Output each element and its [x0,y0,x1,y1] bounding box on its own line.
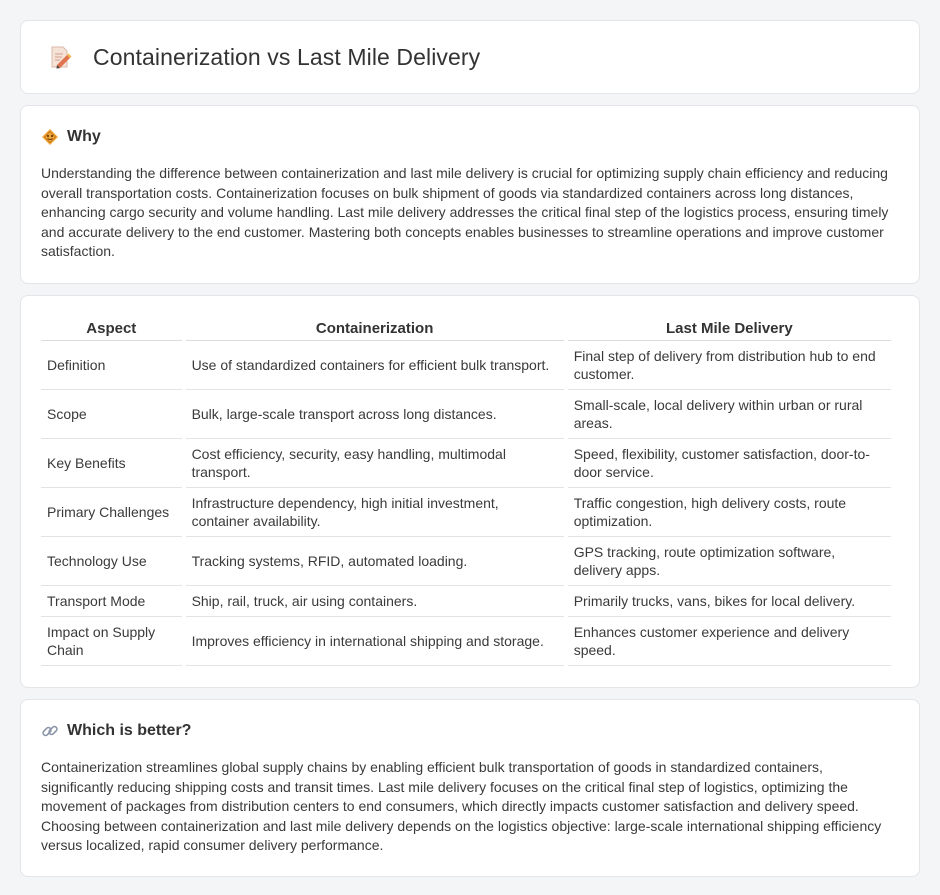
cell-aspect: Transport Mode [41,586,182,617]
pencil-note-icon [47,44,73,70]
comparison-section [20,295,920,688]
cell-containerization: Use of standardized containers for efficient bulk transport. [186,341,564,390]
table-row [41,341,891,390]
header-last-mile: Last Mile Delivery [568,318,891,341]
table-row [41,586,891,617]
link-icon [41,722,59,740]
cell-aspect: Key Benefits [41,439,182,488]
cell-aspect: Impact on Supply Chain [41,617,182,666]
cell-containerization: Tracking systems, RFID, automated loading. [186,537,564,586]
better-text: Containerization streamlines global supply chains by enabling efficient bulk transportation of goods in standardized containers, significantly reducing shipping costs and transit times. Last mile delivery focuses on the critical final step of logistics, optimizing the movement of packages from distribution centers to end consumers, which directly impacts customer satisfaction and delivery speed. Choosing between containerization and last mile delivery depends on the logistics objective: large-scale international shipping efficiency versus localized, rapid consumer delivery performance. [41,759,882,854]
cell-containerization: Infrastructure dependency, high initial investment, container availability. [186,488,564,537]
table-row [41,617,891,666]
why-section [20,105,920,284]
comparison-table [37,318,895,666]
cell-last-mile: Speed, flexibility, customer satisfaction, door-to-door service. [568,439,891,488]
header-card [20,20,920,94]
cell-last-mile: Traffic congestion, high delivery costs, route optimization. [568,488,891,537]
why-text: Understanding the difference between containerization and last mile delivery is crucial for optimizing supply chain efficiency and reducing overall transportation costs. Containerization focuses on bulk shipment of goods via standardized containers across long distances, enhancing cargo security and volume handling. Last mile delivery addresses the critical final step of the logistics process, ensuring timely and accurate delivery to the end customer. Mastering both concepts enables businesses to streamline operations and improve customer satisfaction. [41,165,889,260]
better-title: Which is better? [67,722,192,739]
cell-last-mile: Final step of delivery from distribution hub to end customer. [568,341,891,390]
cell-containerization: Bulk, large-scale transport across long distances. [186,390,564,439]
cell-last-mile: Enhances customer experience and delivery speed. [568,617,891,666]
cell-aspect: Definition [41,341,182,390]
better-heading [41,722,899,740]
cell-last-mile: Primarily trucks, vans, bikes for local delivery. [568,586,891,617]
diamond-sign-icon [41,128,59,146]
cell-last-mile: GPS tracking, route optimization software, delivery apps. [568,537,891,586]
header-aspect: Aspect [41,318,182,341]
table-row [41,439,891,488]
page-title: Containerization vs Last Mile Delivery [93,43,481,70]
header-containerization: Containerization [186,318,564,341]
table-row [41,390,891,439]
table-header-row [41,318,891,341]
cell-aspect: Technology Use [41,537,182,586]
cell-containerization: Cost efficiency, security, easy handling, multimodal transport. [186,439,564,488]
table-row [41,488,891,537]
table-row [41,537,891,586]
cell-aspect: Scope [41,390,182,439]
which-is-better-section [20,699,920,877]
cell-containerization: Ship, rail, truck, air using containers. [186,586,564,617]
why-title: Why [67,128,101,145]
cell-containerization: Improves efficiency in international shipping and storage. [186,617,564,666]
cell-last-mile: Small-scale, local delivery within urban or rural areas. [568,390,891,439]
why-heading [41,128,899,146]
cell-aspect: Primary Challenges [41,488,182,537]
